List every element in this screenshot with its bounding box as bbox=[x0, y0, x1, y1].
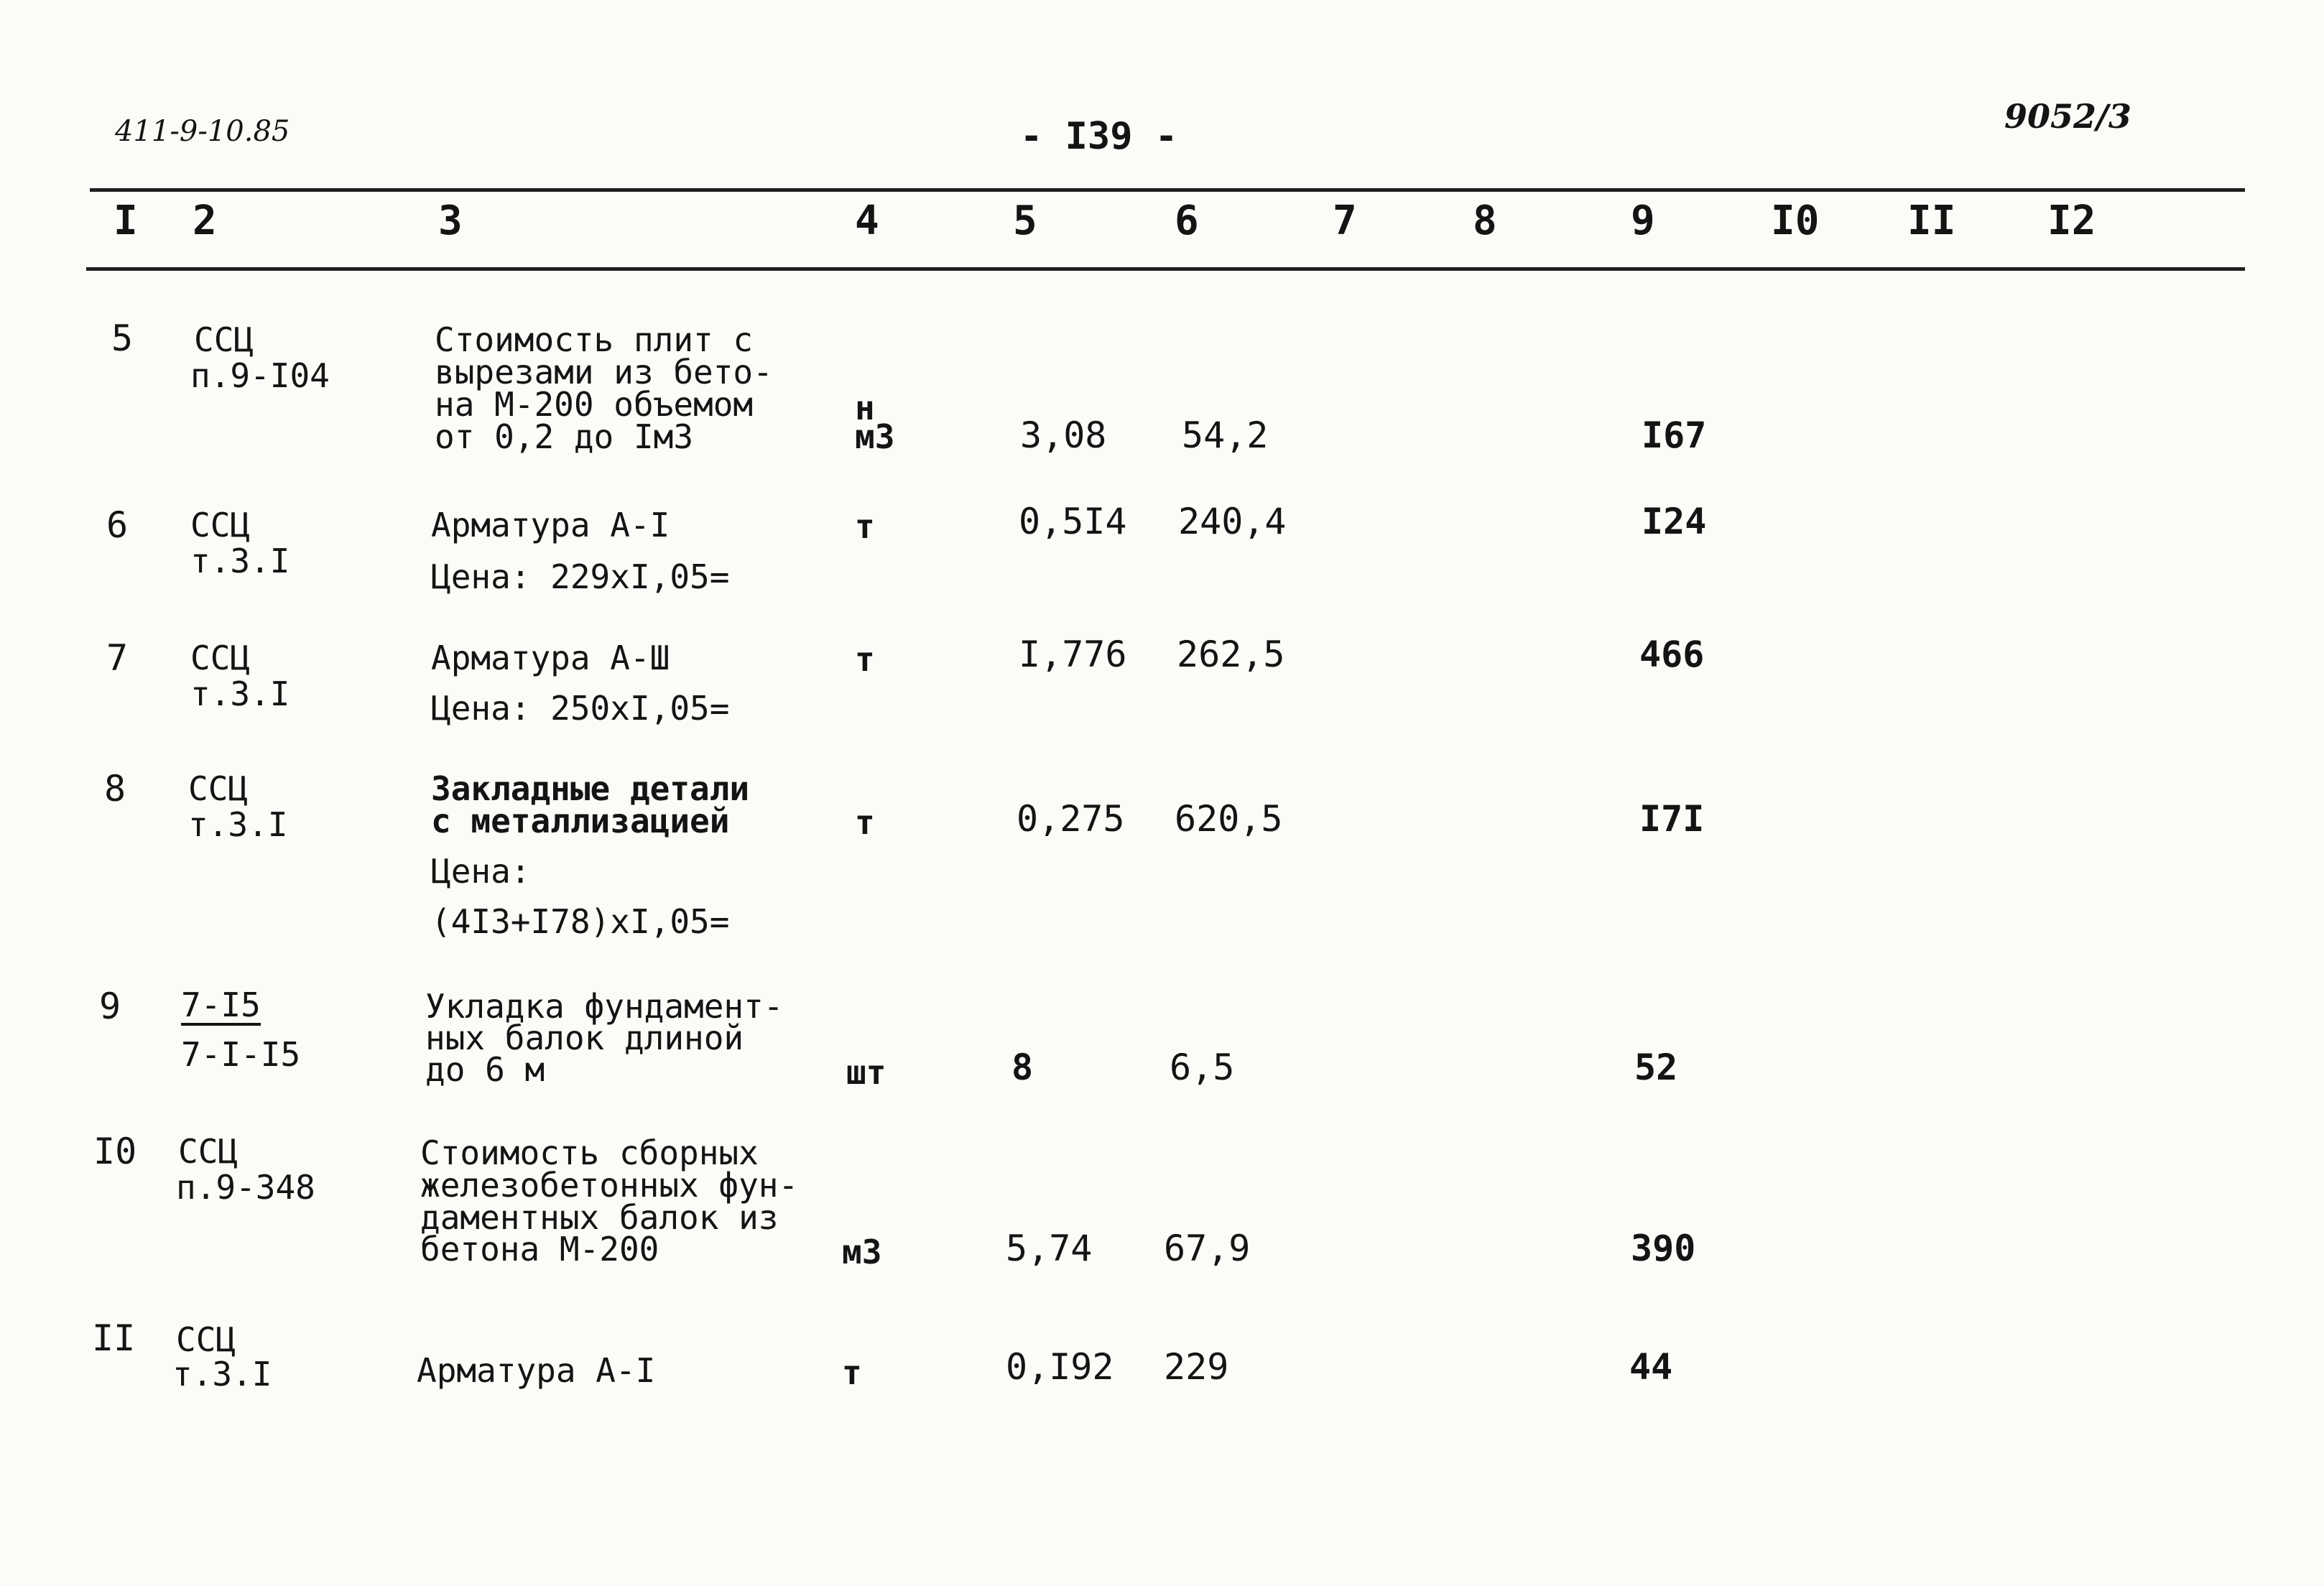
row-price: 67,9 bbox=[1164, 1228, 1251, 1269]
header-rule bbox=[86, 267, 2245, 271]
col-header-6: 6 bbox=[1175, 198, 1199, 244]
row-unit: т bbox=[855, 640, 875, 679]
row-desc: на М-200 объемом bbox=[435, 385, 754, 424]
row-ref: ССЦ bbox=[190, 506, 251, 544]
col-header-1: I bbox=[114, 198, 138, 244]
row-qty: 0,275 bbox=[1017, 798, 1125, 840]
col-header-10: I0 bbox=[1771, 198, 1820, 244]
row-unit: м3 bbox=[842, 1233, 882, 1271]
row-total: I67 bbox=[1642, 414, 1707, 456]
row-number: I0 bbox=[93, 1131, 137, 1172]
row-unit: н bbox=[855, 389, 875, 427]
row-unit: т bbox=[855, 507, 875, 546]
row-ref: т.3.I bbox=[190, 674, 290, 713]
row-price: 262,5 bbox=[1177, 634, 1285, 675]
row-ref: т.3.I bbox=[172, 1355, 272, 1393]
col-header-11: II bbox=[1907, 198, 1956, 244]
row-number: 5 bbox=[111, 317, 134, 359]
row-desc: Цена: bbox=[431, 852, 531, 891]
row-desc: даментных балок из bbox=[420, 1198, 779, 1237]
row-number: 9 bbox=[99, 986, 121, 1027]
row-unit: т bbox=[842, 1353, 862, 1392]
row-number: 8 bbox=[104, 768, 126, 810]
row-desc: до 6 м bbox=[425, 1050, 545, 1089]
col-header-2: 2 bbox=[193, 198, 217, 244]
row-desc: от 0,2 до Iм3 bbox=[435, 417, 694, 456]
row-desc: вырезами из бето- bbox=[435, 353, 773, 391]
row-ref: ССЦ bbox=[178, 1132, 239, 1171]
row-desc: железобетонных фун- bbox=[420, 1166, 799, 1205]
row-total: I24 bbox=[1642, 501, 1707, 542]
row-ref: ССЦ bbox=[176, 1320, 236, 1359]
row-ref: 7-I5 bbox=[181, 986, 261, 1024]
row-desc: Стоимость сборных bbox=[420, 1133, 759, 1172]
row-desc: Укладка фундамент- bbox=[425, 987, 784, 1026]
row-ref: т.3.I bbox=[188, 805, 288, 844]
sheet-code: 9052/3 bbox=[2004, 97, 2131, 136]
row-qty: 8 bbox=[1011, 1047, 1034, 1088]
row-price: 54,2 bbox=[1182, 414, 1269, 456]
row-ref: п.9-348 bbox=[176, 1168, 315, 1207]
row-qty: 5,74 bbox=[1006, 1228, 1093, 1269]
col-header-4: 4 bbox=[855, 198, 879, 244]
row-ref: 7-I-I5 bbox=[181, 1035, 301, 1074]
row-number: II bbox=[92, 1317, 136, 1359]
row-ref: ССЦ bbox=[190, 639, 251, 677]
row-total: I7I bbox=[1639, 798, 1705, 840]
row-price: 229 bbox=[1164, 1346, 1229, 1388]
row-desc: Стоимость плит с bbox=[435, 320, 754, 359]
row-price: 240,4 bbox=[1178, 501, 1287, 542]
row-unit: м3 bbox=[855, 417, 895, 456]
row-ref: ССЦ bbox=[194, 320, 254, 359]
row-qty: 3,08 bbox=[1020, 414, 1107, 456]
row-number: 6 bbox=[106, 504, 129, 546]
document-code: 411-9-10.85 bbox=[115, 115, 290, 148]
row-desc: (4I3+I78)хI,05= bbox=[431, 902, 730, 941]
row-total: 466 bbox=[1639, 634, 1705, 675]
col-header-9: 9 bbox=[1631, 198, 1655, 244]
row-number: 7 bbox=[106, 637, 129, 679]
row-desc: ных балок длиной bbox=[425, 1019, 744, 1057]
row-price: 620,5 bbox=[1175, 798, 1283, 840]
row-ref: п.9-I04 bbox=[190, 356, 330, 395]
row-unit: шт bbox=[846, 1053, 886, 1092]
col-header-12: I2 bbox=[2047, 198, 2096, 244]
row-desc: с металлизацией bbox=[431, 802, 730, 840]
col-header-3: 3 bbox=[438, 198, 463, 244]
page-number: - I39 - bbox=[1020, 115, 1178, 158]
row-qty: I,776 bbox=[1019, 634, 1127, 675]
row-total: 390 bbox=[1631, 1228, 1696, 1269]
row-price: 6,5 bbox=[1170, 1047, 1235, 1088]
row-desc: Цена: 250хI,05= bbox=[431, 689, 730, 728]
row-desc: Арматура А-Ш bbox=[431, 639, 670, 677]
top-rule bbox=[90, 188, 2245, 192]
col-header-5: 5 bbox=[1013, 198, 1037, 244]
row-total: 52 bbox=[1634, 1047, 1678, 1088]
row-desc: Арматура А-I bbox=[417, 1351, 656, 1390]
row-desc: Цена: 229хI,05= bbox=[431, 557, 730, 596]
row-ref: ССЦ bbox=[188, 769, 249, 808]
col-header-8: 8 bbox=[1473, 198, 1497, 244]
row-desc: Арматура А-I bbox=[431, 506, 670, 544]
row-desc: Закладные детали bbox=[431, 769, 750, 808]
row-qty: 0,I92 bbox=[1006, 1346, 1114, 1388]
col-header-7: 7 bbox=[1333, 198, 1357, 244]
row-qty: 0,5I4 bbox=[1019, 501, 1127, 542]
row-ref: т.3.I bbox=[190, 542, 290, 580]
row-total: 44 bbox=[1629, 1346, 1673, 1388]
row-unit: т bbox=[855, 803, 875, 842]
row-desc: бетона М-200 bbox=[420, 1230, 659, 1269]
